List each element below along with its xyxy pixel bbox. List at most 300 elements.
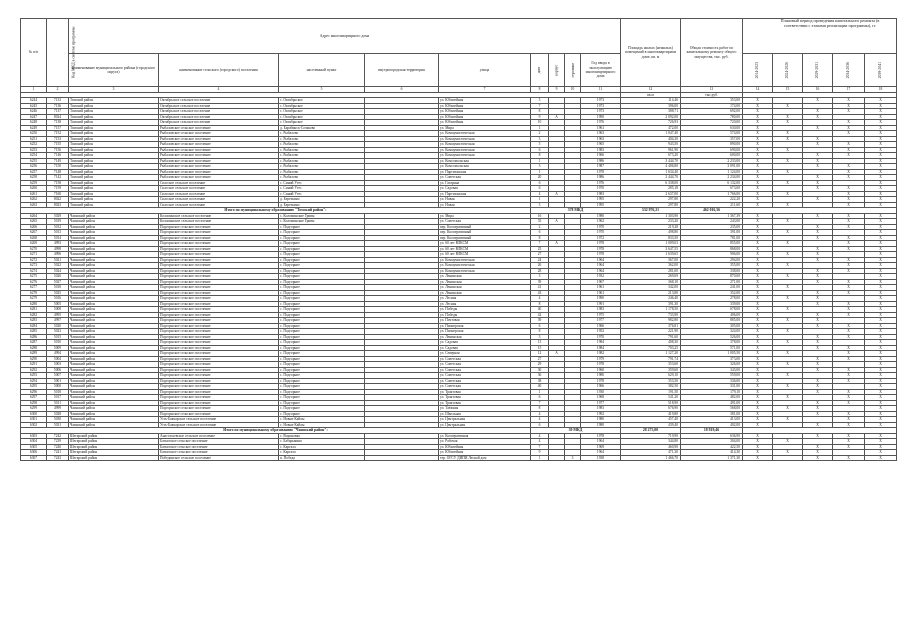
locality: с. Синий Утес xyxy=(279,180,365,186)
cost: 1 367,39 xyxy=(681,213,743,219)
locality: с. Каргала xyxy=(279,450,365,456)
row-num: 6292 xyxy=(21,367,47,373)
street: ул. Садовая xyxy=(439,345,531,351)
house: 1 xyxy=(531,455,549,461)
year: 1963 xyxy=(581,136,621,142)
period-1: Х xyxy=(743,109,773,115)
mkd-code: 4998 xyxy=(47,246,69,252)
cost: 413,00 xyxy=(681,417,743,423)
period-2: Х xyxy=(773,202,803,208)
locality: с. Рыбалово xyxy=(279,164,365,170)
area: 6 338,00 xyxy=(621,180,681,186)
period-4: Х xyxy=(833,263,865,269)
period-3: Х xyxy=(803,98,833,104)
mkd-code: 4993 xyxy=(47,241,69,247)
house: 9 xyxy=(531,450,549,456)
district: Шегарский район xyxy=(69,444,159,450)
year: 1970 xyxy=(581,224,621,230)
street: ул. Садовая xyxy=(439,340,531,346)
period-4: Х xyxy=(833,169,865,175)
period-5: Х xyxy=(865,417,897,423)
mkd-code: 7146 xyxy=(47,153,69,159)
period-3: Х xyxy=(803,290,833,296)
settlement: Подгорнское сельское поселение xyxy=(159,362,279,368)
area: 943,50 xyxy=(621,142,681,148)
period-1: Х xyxy=(743,329,773,335)
house: 1 xyxy=(531,125,549,131)
street: ул. Коммунистическая xyxy=(439,153,531,159)
cost: 324,00 xyxy=(681,329,743,335)
settlement: Подгорнское сельское поселение xyxy=(159,356,279,362)
house: 39 xyxy=(531,279,549,285)
area: 376,81 xyxy=(621,323,681,329)
district: Чаинский район xyxy=(69,378,159,384)
district: Шегарский район xyxy=(69,450,159,456)
period-3: Х xyxy=(803,433,833,439)
period-2: Х xyxy=(773,395,803,401)
year: 1963 xyxy=(581,131,621,137)
settlement: Рыбаловское сельское поселение xyxy=(159,147,279,153)
cost: 243,00 xyxy=(681,219,743,225)
period-4: Х xyxy=(833,285,865,291)
locality: с. Рыбалово xyxy=(279,136,365,142)
house: 6 xyxy=(531,395,549,401)
street: ул. Лесная xyxy=(439,296,531,302)
area: 419,80 xyxy=(621,411,681,417)
street: ул. Лесная xyxy=(439,301,531,307)
row-num: 6263 xyxy=(21,202,47,208)
area: 362,00 xyxy=(621,263,681,269)
district: Томский район xyxy=(69,164,159,170)
area: 281,00 xyxy=(621,268,681,274)
year: 1986 xyxy=(581,175,621,181)
period-3: Х xyxy=(803,235,833,241)
street: ул. Коммунистическая xyxy=(439,263,531,269)
district: Чаинский район xyxy=(69,241,159,247)
period-1: Х xyxy=(743,351,773,357)
column-number: 8 xyxy=(531,87,549,93)
area: 2 092,00 xyxy=(621,114,681,120)
period-1: Х xyxy=(743,312,773,318)
period-4: Х xyxy=(833,307,865,313)
year: 1977 xyxy=(581,400,621,406)
house: 27 xyxy=(531,356,549,362)
area: 1 047,40 xyxy=(621,131,681,137)
column-number: 17 xyxy=(833,87,865,93)
period-3: Х xyxy=(803,356,833,362)
col-period-4: 2034-2036 xyxy=(833,54,865,87)
locality: с. Подгорное xyxy=(279,307,365,313)
period-5: Х xyxy=(865,455,897,461)
column-number: 13 xyxy=(681,87,743,93)
locality: с. Новые Кайлы xyxy=(279,422,365,428)
period-3: Х xyxy=(803,367,833,373)
period-3: Х xyxy=(803,422,833,428)
street: ул. Комсомольская xyxy=(439,164,531,170)
period-5: Х xyxy=(865,296,897,302)
row-num: 6307 xyxy=(21,455,47,461)
settlement: Подгорнское сельское поселение xyxy=(159,395,279,401)
column-number: 5 xyxy=(279,87,365,93)
mkd-code: 7152 xyxy=(47,131,69,137)
cost: 179,10 xyxy=(681,389,743,395)
year: 1938 xyxy=(581,455,621,461)
locality: с. Октябрьское xyxy=(279,98,365,104)
locality: с. Подгорное xyxy=(279,351,365,357)
area: 726,93 xyxy=(621,120,681,126)
locality: с. Подгорное xyxy=(279,329,365,335)
period-4: Х xyxy=(833,175,865,181)
street: ул. 60 лет ВЛКСМ xyxy=(439,241,531,247)
row-num: 6261 xyxy=(21,191,47,197)
period-2: Х xyxy=(773,318,803,324)
row-num: 6278 xyxy=(21,290,47,296)
settlement: Подгорнское сельское поселение xyxy=(159,340,279,346)
cost: 906,00 xyxy=(681,252,743,258)
area: 961,90 xyxy=(621,147,681,153)
period-3: Х xyxy=(803,400,833,406)
street: ул. Школьная xyxy=(439,411,531,417)
district: Чаинский район xyxy=(69,285,159,291)
period-2: Х xyxy=(773,103,803,109)
year: 1973 xyxy=(581,98,621,104)
period-1: Х xyxy=(743,213,773,219)
cost: 1 371,30 xyxy=(681,455,743,461)
year: 1984 xyxy=(581,345,621,351)
district: Томский район xyxy=(69,147,159,153)
period-5: Х xyxy=(865,180,897,186)
column-number: 18 xyxy=(865,87,897,93)
street: пер. Кооперативный xyxy=(439,230,531,236)
house: 4 xyxy=(531,417,549,423)
row-num: 6252 xyxy=(21,142,47,148)
house: 7 xyxy=(531,400,549,406)
house: 39 xyxy=(531,318,549,324)
settlement: Подгорнское сельское поселение xyxy=(159,400,279,406)
period-5: Х xyxy=(865,153,897,159)
year: 1964 xyxy=(581,263,621,269)
year: 1932 xyxy=(581,274,621,280)
period-2: Х xyxy=(773,351,803,357)
period-5: Х xyxy=(865,263,897,269)
house: 2 xyxy=(531,131,549,137)
summary-count: 378 МКД xyxy=(531,208,621,214)
street: тер. ОГСУ ДИПИ Лесной дом xyxy=(439,455,531,461)
period-3: Х xyxy=(803,345,833,351)
settlement: Рыбаловское сельское поселение xyxy=(159,164,279,170)
mkd-code: 5029 xyxy=(47,213,69,219)
street: ул. 60 лет ВЛКСМ xyxy=(439,246,531,252)
period-1: Х xyxy=(743,268,773,274)
column-number: 1 xyxy=(21,87,47,93)
period-1: Х xyxy=(743,274,773,280)
house: 3 xyxy=(531,136,549,142)
locality: п. Победа xyxy=(279,455,365,461)
period-2 xyxy=(773,455,803,461)
period-4: Х xyxy=(833,417,865,423)
street: ул. Садовая xyxy=(439,186,531,192)
street: ул. Советская xyxy=(439,367,531,373)
year: 1983 xyxy=(581,406,621,412)
cost: 630,00 xyxy=(681,125,743,131)
settlement: Октябрьское сельское поселение xyxy=(159,109,279,115)
mkd-code: 5006 xyxy=(47,367,69,373)
period-3: Х xyxy=(803,340,833,346)
locality: с. Рыбалово xyxy=(279,175,365,181)
col-period-2: 2024-2026 xyxy=(773,54,803,87)
row-num: 6253 xyxy=(21,147,47,153)
mkd-code: 4994 xyxy=(47,351,69,357)
house: 12 xyxy=(531,351,549,357)
mkd-code: 8023 xyxy=(47,202,69,208)
settlement: Подгорнское сельское поселение xyxy=(159,318,279,324)
locality: с. Подгорное xyxy=(279,285,365,291)
settlement: Рыбаловское сельское поселение xyxy=(159,175,279,181)
settlement: Подгорнское сельское поселение xyxy=(159,307,279,313)
year: 1964 xyxy=(581,257,621,263)
row-num: 6273 xyxy=(21,263,47,269)
period-4: Х xyxy=(833,120,865,126)
district: Чаинский район xyxy=(69,395,159,401)
mkd-code: 5007 xyxy=(47,373,69,379)
period-5: Х xyxy=(865,235,897,241)
cost: 1 124,00 xyxy=(681,169,743,175)
period-3: Х xyxy=(803,164,833,170)
street: ул. Юбилейная xyxy=(439,98,531,104)
year: 1962 xyxy=(581,219,621,225)
row-num: 6280 xyxy=(21,301,47,307)
mkd-code: 7142 xyxy=(47,175,69,181)
year: 1977 xyxy=(581,318,621,324)
mkd-code: 5026 xyxy=(47,274,69,280)
period-1: Х xyxy=(743,257,773,263)
settlement: Подгорнское сельское поселение xyxy=(159,230,279,236)
mkd-code: 5030 xyxy=(47,417,69,423)
mkd-code: 7243 xyxy=(47,455,69,461)
year: 1973 xyxy=(581,109,621,115)
street: ул. Пионерская xyxy=(439,329,531,335)
col-code: Код МКД в системе программы xyxy=(47,19,69,87)
cost-unit: тыс.руб. xyxy=(681,92,743,98)
period-4: Х xyxy=(833,411,865,417)
period-5: Х xyxy=(865,307,897,313)
mkd-code: 5024 xyxy=(47,268,69,274)
period-1: Х xyxy=(743,356,773,362)
settlement: Подгорнское сельское поселение xyxy=(159,351,279,357)
street: ул. Советская xyxy=(439,384,531,390)
period-1: Х xyxy=(743,296,773,302)
period-5: Х xyxy=(865,362,897,368)
cost: 352,00 xyxy=(681,290,743,296)
cost: 673,00 xyxy=(681,186,743,192)
house: 1 xyxy=(531,197,549,203)
district: Чаинский район xyxy=(69,367,159,373)
col-settlement: наименование сельского (городского) поселения xyxy=(159,54,279,87)
settlement: Подгорнское сельское поселение xyxy=(159,252,279,258)
period-3: Х xyxy=(803,142,833,148)
period-1: Х xyxy=(743,444,773,450)
period-3: Х xyxy=(803,296,833,302)
district: Чаинский район xyxy=(69,219,159,225)
area: 396,00 xyxy=(621,103,681,109)
period-5: Х xyxy=(865,406,897,412)
street: ул. Мира xyxy=(439,125,531,131)
district: Чаинский район xyxy=(69,307,159,313)
period-1: Х xyxy=(743,136,773,142)
locality: с. Синий Утес xyxy=(279,191,365,197)
settlement: Подгорнское сельское поселение xyxy=(159,389,279,395)
settlement: Октябрьское сельское поселение xyxy=(159,114,279,120)
period-4: Х xyxy=(833,455,865,461)
house: 10 xyxy=(531,120,549,126)
cost: 559,00 xyxy=(681,373,743,379)
district: Чаинский район xyxy=(69,356,159,362)
period-4: Х xyxy=(833,197,865,203)
period-1: Х xyxy=(743,400,773,406)
settlement: Рыбаловское сельское поселение xyxy=(159,169,279,175)
year: 1978 xyxy=(581,246,621,252)
period-4: Х xyxy=(833,400,865,406)
district: Чаинский район xyxy=(69,279,159,285)
mkd-code: 7137 xyxy=(47,109,69,115)
period-5: Х xyxy=(865,411,897,417)
period-5: Х xyxy=(865,329,897,335)
street: ул. Центральная xyxy=(439,422,531,428)
period-3: Х xyxy=(803,389,833,395)
street: ул. Центральная xyxy=(439,417,531,423)
house: 6 xyxy=(531,422,549,428)
mkd-code: 5009 xyxy=(47,345,69,351)
cost: 690,00 xyxy=(681,147,743,153)
cost: 868,00 xyxy=(681,246,743,252)
mkd-code: 5017 xyxy=(47,395,69,401)
street: пер. Кооперативный xyxy=(439,235,531,241)
period-1: Х xyxy=(743,252,773,258)
row-num: 6255 xyxy=(21,158,47,164)
locality: с. Октябрьское xyxy=(279,103,365,109)
district: Чаинский район xyxy=(69,351,159,357)
settlement: Подгорнское сельское поселение xyxy=(159,274,279,280)
row-num: 6269 xyxy=(21,241,47,247)
settlement: Баткатское сельское поселение xyxy=(159,439,279,445)
locality: с. Подгорное xyxy=(279,323,365,329)
area-unit: кв.м xyxy=(621,92,681,98)
street: ул. Советская xyxy=(439,175,531,181)
district: Томский район xyxy=(69,120,159,126)
locality: д. Березкино xyxy=(279,197,365,203)
cost: 720,00 xyxy=(681,120,743,126)
row-num: 6290 xyxy=(21,356,47,362)
mkd-code: 5018 xyxy=(47,285,69,291)
period-1: Х xyxy=(743,142,773,148)
area: 1 009,03 xyxy=(621,241,681,247)
house: 1 xyxy=(531,169,549,175)
settlement: Спасское сельское поселение xyxy=(159,202,279,208)
period-5: Х xyxy=(865,274,897,280)
settlement: Подгорнское сельское поселение xyxy=(159,268,279,274)
district: Чаинский район xyxy=(69,400,159,406)
period-1: Х xyxy=(743,395,773,401)
period-4: Х xyxy=(833,235,865,241)
period-5: Х xyxy=(865,213,897,219)
cost: 373,00 xyxy=(681,356,743,362)
cost: 692,00 xyxy=(681,109,743,115)
street: ул. 60 лет ВЛКСМ xyxy=(439,252,531,258)
row-num: 6244 xyxy=(21,98,47,104)
korpus: А xyxy=(549,114,565,120)
row-num: 6264 xyxy=(21,213,47,219)
row-num: 6249 xyxy=(21,125,47,131)
period-1: Х xyxy=(743,224,773,230)
period-1: Х xyxy=(743,290,773,296)
street: ул. Партизанская xyxy=(439,169,531,175)
cost: 422,50 xyxy=(681,444,743,450)
house: 40 xyxy=(531,384,549,390)
cost: 885,00 xyxy=(681,318,743,324)
column-number: 2 xyxy=(47,87,69,93)
district: Томский район xyxy=(69,131,159,137)
area: 359,60 xyxy=(621,367,681,373)
settlement: Подгорнское сельское поселение xyxy=(159,384,279,390)
year: 1986 xyxy=(581,158,621,164)
period-5: Х xyxy=(865,290,897,296)
street: ул. Ленинская xyxy=(439,285,531,291)
street: пер. Кооперативный xyxy=(439,224,531,230)
mkd-code: 7136 xyxy=(47,103,69,109)
house: 42 xyxy=(531,312,549,318)
settlement: Коломинское сельское поселение xyxy=(159,219,279,225)
street: ул. Мира xyxy=(439,213,531,219)
year: 1983 xyxy=(581,147,621,153)
year: 1983 xyxy=(581,191,621,197)
cost: 391,00 xyxy=(681,230,743,236)
locality: с. Подгорное xyxy=(279,318,365,324)
cost: 491,00 xyxy=(681,400,743,406)
col-locality: населенный пункт xyxy=(279,54,365,87)
district: Чаинский район xyxy=(69,290,159,296)
mkd-code: 7241 xyxy=(47,450,69,456)
district: Чаинский район xyxy=(69,252,159,258)
area: 719,90 xyxy=(621,433,681,439)
district: Томский район xyxy=(69,186,159,192)
period-1: Х xyxy=(743,169,773,175)
locality: с. Вороновка xyxy=(279,433,365,439)
year: 1970 xyxy=(581,230,621,236)
year: 1980 xyxy=(581,373,621,379)
settlement: Спасское сельское поселение xyxy=(159,191,279,197)
street: ул. Трактовая xyxy=(439,395,531,401)
locality: д. Барабинск-Сочаково xyxy=(279,125,365,131)
period-1: Х xyxy=(743,202,773,208)
settlement: Подгорнское сельское поселение xyxy=(159,235,279,241)
cost: 414,30 xyxy=(681,450,743,456)
mkd-code: 4999 xyxy=(47,406,69,412)
period-1: Х xyxy=(743,417,773,423)
area: 703,25 xyxy=(621,345,681,351)
period-5: Х xyxy=(865,175,897,181)
house: 6 xyxy=(531,147,549,153)
mkd-code: 5015 xyxy=(47,334,69,340)
period-1: Х xyxy=(743,307,773,313)
column-number: 16 xyxy=(803,87,833,93)
period-5: Х xyxy=(865,439,897,445)
house: 4 xyxy=(531,433,549,439)
street: ул. Коммунистическая xyxy=(439,257,531,263)
row-num: 6289 xyxy=(21,351,47,357)
year: 1960 xyxy=(581,367,621,373)
mkd-code: 5000 xyxy=(47,384,69,390)
period-4: Х xyxy=(833,373,865,379)
